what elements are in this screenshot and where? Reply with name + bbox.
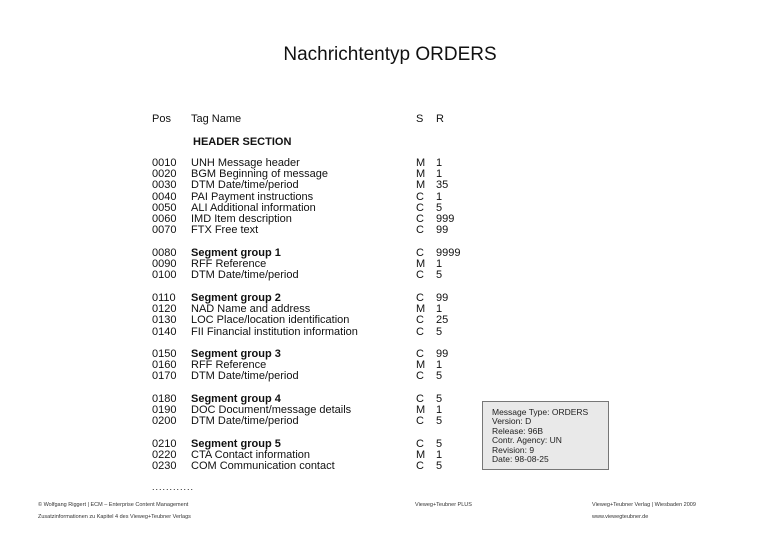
row-pos: 0040 xyxy=(152,190,177,203)
row-pos: 0060 xyxy=(152,212,177,225)
row-status: C xyxy=(416,201,424,214)
row-pos: 0150 xyxy=(152,348,177,360)
row-pos: 0130 xyxy=(152,314,177,327)
row-pos: 0080 xyxy=(152,247,177,259)
row-tag: Segment group 1 xyxy=(191,247,281,259)
info-line: Date: 98-08-25 xyxy=(492,454,549,465)
row-repeat: 1 xyxy=(436,449,443,462)
row-status: C xyxy=(416,415,424,428)
row-status: M xyxy=(416,258,426,271)
row-repeat: 35 xyxy=(436,179,449,192)
row-status: M xyxy=(416,179,426,192)
row-status: C xyxy=(416,224,424,237)
column-header-pos: Pos xyxy=(152,113,171,125)
row-repeat: 1 xyxy=(436,359,443,372)
row-pos: 0210 xyxy=(152,438,177,450)
row-repeat: 1 xyxy=(436,168,443,181)
row-pos: 0050 xyxy=(152,201,177,214)
row-pos: 0180 xyxy=(152,393,177,405)
row-repeat: 99 xyxy=(436,292,449,304)
row-tag: Segment group 5 xyxy=(191,438,281,450)
row-status: C xyxy=(416,393,424,405)
footer-publisher: Vieweg+Teubner Verlag | Wiesbaden 2009 xyxy=(592,502,696,508)
row-repeat: 99 xyxy=(436,224,449,237)
row-status: M xyxy=(416,404,426,417)
continuation-dots: ............ xyxy=(152,482,195,492)
row-status: C xyxy=(416,247,424,259)
row-tag: RFF Reference xyxy=(191,258,267,271)
row-tag: DTM Date/time/period xyxy=(191,179,299,192)
column-header-s: S xyxy=(416,113,424,125)
row-tag: PAI Payment instructions xyxy=(191,190,314,203)
row-tag: COM Communication contact xyxy=(191,460,335,473)
row-status: C xyxy=(416,460,424,473)
row-repeat: 5 xyxy=(436,460,443,473)
row-tag: IMD Item description xyxy=(191,212,292,225)
row-pos: 0020 xyxy=(152,168,177,181)
row-status: C xyxy=(416,348,424,360)
footer-copyright: © Wolfgang Riggert | ECM – Enterprise Content Management xyxy=(38,502,189,508)
footer-center: Vieweg+Teubner PLUS xyxy=(415,502,472,508)
row-tag: BGM Beginning of message xyxy=(191,168,328,181)
row-pos: 0230 xyxy=(152,460,177,473)
row-status: M xyxy=(416,359,426,372)
row-tag: DTM Date/time/period xyxy=(191,415,299,428)
row-pos: 0160 xyxy=(152,359,177,372)
row-repeat: 5 xyxy=(436,269,443,282)
row-repeat: 5 xyxy=(436,201,443,214)
column-header-tag: Tag Name xyxy=(191,113,242,125)
info-line: Revision: 9 xyxy=(492,444,535,455)
row-pos: 0200 xyxy=(152,415,177,428)
row-repeat: 5 xyxy=(436,370,443,383)
column-header-r: R xyxy=(436,113,444,125)
row-pos: 0140 xyxy=(152,325,177,338)
row-status: C xyxy=(416,292,424,304)
footer-url[interactable]: www.viewegteubner.de xyxy=(592,514,649,520)
row-repeat: 25 xyxy=(436,314,449,327)
row-pos: 0110 xyxy=(152,292,176,304)
info-line: Message Type: ORDERS xyxy=(492,407,589,417)
row-pos: 0090 xyxy=(152,258,177,271)
row-repeat: 5 xyxy=(436,393,443,405)
row-repeat: 1 xyxy=(436,157,443,169)
row-repeat: 99 xyxy=(436,348,449,360)
row-repeat: 1 xyxy=(436,303,443,316)
row-status: M xyxy=(416,449,426,462)
row-pos: 0170 xyxy=(152,370,177,383)
info-line: Contr. Agency: UN xyxy=(492,435,562,446)
row-tag: Segment group 4 xyxy=(191,393,281,405)
page-title: Nachrichtentyp ORDERS xyxy=(283,44,497,65)
row-status: M xyxy=(416,303,426,316)
row-tag: RFF Reference xyxy=(191,359,267,372)
row-repeat: 9999 xyxy=(436,247,461,259)
row-status: C xyxy=(416,325,424,338)
row-repeat: 5 xyxy=(436,415,443,428)
row-repeat: 1 xyxy=(436,190,443,203)
row-tag: LOC Place/location identification xyxy=(191,314,350,327)
row-tag: FTX Free text xyxy=(191,224,259,237)
row-pos: 0220 xyxy=(152,449,177,462)
row-pos: 0190 xyxy=(152,404,177,417)
row-repeat: 5 xyxy=(436,438,443,450)
row-tag: CTA Contact information xyxy=(191,449,311,462)
info-line: Version: D xyxy=(492,416,532,427)
header-section-label: HEADER SECTION xyxy=(193,136,292,148)
row-status: C xyxy=(416,269,424,282)
row-pos: 0030 xyxy=(152,179,177,192)
row-repeat: 1 xyxy=(436,404,443,417)
row-status: C xyxy=(416,438,424,450)
row-tag: NAD Name and address xyxy=(191,303,311,316)
row-tag: Segment group 2 xyxy=(191,292,281,304)
row-status: M xyxy=(416,157,426,169)
row-tag: DOC Document/message details xyxy=(191,404,352,417)
row-repeat: 1 xyxy=(436,258,443,271)
row-tag: FII Financial institution information xyxy=(191,325,358,338)
footer-note: Zusatzinformationen zu Kapitel 4 des Vieweg+Teubner Verlags xyxy=(38,514,191,520)
row-pos: 0070 xyxy=(152,224,177,237)
row-tag: Segment group 3 xyxy=(191,348,281,360)
row-pos: 0010 xyxy=(152,157,177,169)
row-tag: ALI Additional information xyxy=(191,201,316,214)
row-tag: DTM Date/time/period xyxy=(191,269,299,282)
row-status: M xyxy=(416,168,426,181)
row-pos: 0120 xyxy=(152,303,177,316)
row-repeat: 5 xyxy=(436,325,443,338)
row-status: C xyxy=(416,314,424,327)
row-status: C xyxy=(416,212,424,225)
row-repeat: 999 xyxy=(436,212,455,225)
row-pos: 0100 xyxy=(152,269,177,282)
row-tag: UNH Message header xyxy=(191,157,300,169)
info-line: Release: 96B xyxy=(492,425,544,436)
message-info-box xyxy=(482,401,609,470)
row-status: C xyxy=(416,190,424,203)
row-status: C xyxy=(416,370,424,383)
row-tag: DTM Date/time/period xyxy=(191,370,299,383)
